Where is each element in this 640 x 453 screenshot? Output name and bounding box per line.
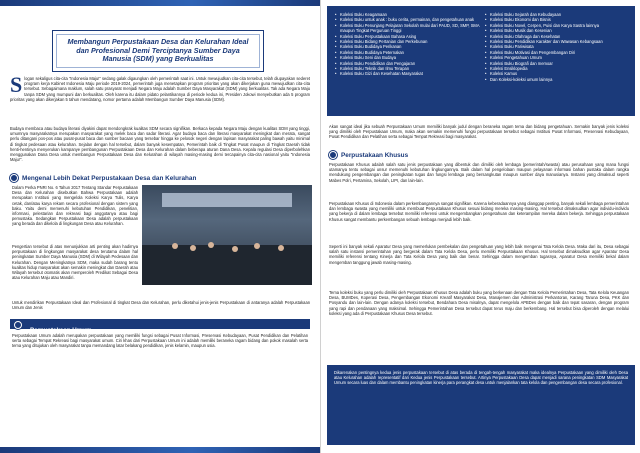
list-item: • Koleksi Buku Perpustakaan Bahasa Asing	[335, 34, 483, 39]
right-page	[320, 0, 640, 453]
section-bar-umum	[10, 319, 310, 334]
bottom-decor-bar	[0, 447, 320, 453]
list-item: • Dan Koleksi-koleksi umum lainnya	[485, 77, 633, 82]
list-item: • Koleksi Buku untuk anak : buku cerita, permainan, dan pengetahuan anak	[335, 17, 483, 22]
closing-text: Dikarenakan pentingnya kedua jenis perpustakaan tersebut di atas berada di tengah-tengah masyarakat maka idealnya Perpustakaan yang dimiliki oleh Desa atau Kelurahan adalah representatif dari Kedua jenis Perpustakaan tersebut. Artinya Perpustakaan Desa dapat menjadi sarana peningkatan SDM Masyarakat Umum secara luas dan dalam membantu peningkatan kinerja para perangkat desa untuk menjalankan tata kelola dan pengembangan desa secara profesional.	[334, 370, 628, 386]
collection-list-left	[335, 12, 483, 77]
list-item: • Koleksi Buku Teknik dan Ilmu Terapan	[335, 66, 483, 71]
section-title-umum: Perpustakaan Umum	[30, 327, 92, 334]
collection-list-box	[327, 6, 635, 116]
list-item: • Koleksi Buku Gizi dan Kesehatan Masyarakat	[335, 71, 483, 76]
list-item: • Koleksi Ensiklopedia	[485, 66, 633, 71]
bullet-icon	[10, 174, 18, 182]
section-head-khusus	[329, 151, 408, 159]
intro-paragraph	[10, 72, 310, 102]
list-item: • Koleksi Buku Pariwisata	[485, 44, 633, 49]
list-item: • Koleksi Kamus	[485, 71, 633, 76]
list-item: • Koleksi Buku Musik dan Kesenian	[485, 28, 633, 33]
intro-text: logan sekaligus cita-cita "Indonesia Maju!" sedang galak digaungkan oleh pemerintah saat ini. Untuk mewujudkan cita-cita tersebut, telah diupayakan sederet program kerja Kabinet Indonesia Maju periode 2019-2024, pemerintah juga menetapkan program prioritas yang akan dikerjakan guna mewujudkan cita-cita tersebut. Sebagaimana maklum, salah satu prasyarat menjadi Negara Maju adalah Sumber Daya Masyarakat (SDM) yang berkualitas. Tak ada Negara Maju tanpa SDM yang mumpuni dan berkualitas. Oleh karena itu dalam pidato pelantikannya di periode kedua ini, Presiden Jokowi menyebutkan ada 5 program prioritas yang akan dikerjakan 5 tahun mendatang, nomor pertama adalah Membangun Sumber Daya Manusia (SDM).	[10, 76, 310, 102]
section-title-khusus: Perpustakaan Khusus	[341, 151, 409, 159]
paragraph-literacy: Budaya membaca atau budaya literasi diyakini dapat mendongkrak kualitas SDM secara signifikan. Berkaca kepada Negara Maju dengan kualitas SDM yang tinggi, umumnya masyarakatnya merupakan masyarakat yang melek baca dan sadar literasi. Agar budaya baca dan literasi masyarakat meningkat dan merata, sangat perlu ditangani pos-pos atau pusat-pusat baca dan sumber bacaan yang tersebar hingga ke pelosok negeri dengan lapisan masyarakat paling bawah yaitu minimal di tingkat pedesaan atau kelurahan. Sejalan dengan hal tersebut, dalam banyak kesempatan, Pemerintah baik di Tingkat Pusat maupun di Tingkat Daerah tidak henti-hentinya menyerukan kampanye pembangunan Perpustakaan Desa dan Kelurahan dalam beberapa aturan Dana Desa. Kepala regulasi Desa diperbolehkan menggunakan Dana Desa untuk membangun Perpustakaan Desa dan Kelurahan di wilayah masing-masing demi tercapainya cita-cita nasional yaitu "Indonesia Maju!".	[10, 126, 310, 163]
section-head-desa	[10, 174, 196, 182]
list-item: • Koleksi Buku Bidang Pertanian dan Perkebunan	[335, 39, 483, 44]
list-item: • Koleksi Buku Pendidikan dan Pengajaran	[335, 61, 483, 66]
title-box	[52, 30, 264, 72]
paragraph-khusus-def: Perpustakaan Khusus adalah salah satu jenis perpustakaan yang dibentuk dan dimiliki oleh lembaga (pemerintah/swasta) atau perusahaan yang mana fungsi utamanya tentu sebagai unsur memenuhi kebutuhan lingkungannya. Baik dalam hal pengelolaan maupun pelayanan informasi bahan pustaka dalam rangka mendukung pengembangan dan peningkatan tugas dan fungsi lembaga yang bersangkutan maupun sumber daya manusianya. Instansi yang dimaksud seperti Mabes Polri, Pertamina, Sekolah, LIPI, dan lain-lain.	[329, 162, 629, 183]
list-item: • Koleksi Buku Olahraga dan Kesehatan	[485, 34, 633, 39]
bullet-icon	[329, 151, 337, 159]
closing-box	[327, 365, 635, 445]
list-item: • Koleksi Buku Penunjang Pelajaran Sekolah mulai dari PAUD, SD, SMP, SMA maupun Tingkat Perguruan Tinggi	[335, 23, 483, 34]
top-decor-bar	[0, 0, 320, 6]
event-photo	[142, 185, 312, 285]
bullet-icon	[14, 321, 22, 329]
list-item: • Koleksi Buku Sejarah dan Kebudayaan	[485, 12, 633, 17]
collection-list-right	[485, 12, 633, 82]
list-item: • Koleksi Buku Budidaya Peternakan	[335, 50, 483, 55]
paragraph-koleksi-desa: Tema koleksi buku yang perlu dimiliki oleh Perpustakaan Khusus Desa adalah buku yang berkenaan dengan Tata Kelola Pemerintahan Desa, Tata Kelola Keuangan Desa, BUMDes, Koperasi Desa, Pengembangan Ekonomi Kreatif Masyarakat Desa, Manajemen dan Administrasi Perkantoran, Karang Taruna Desa, PKK dan Posyandu dan lain-lain. Dengan adanya koleksi tersebut, Bendahara Desa misalnya, dapat mengelola APBDes dengan baik dan tepat sasaran, dengan program yang rapi dan pendanaan yang maksimal. Sehingga Pemerintahan Desa tersebut dapat terus maju dan berkembang. Hal tersebut bisa diperoleh dengan melalui koleksi yang ada di Perpustakaan Khusus Desa tersebut.	[329, 290, 629, 316]
list-item: • Koleksi Buku Motivasi dan Pengembangan Diri	[485, 50, 633, 55]
list-item: • Koleksi Buku Pendidikan Karakter dan Wawasan Kebangsaan	[485, 39, 633, 44]
drop-cap: S	[10, 72, 23, 97]
list-item: • Koleksi Buku Biografi dan memoar	[485, 61, 633, 66]
list-item: • Koleksi Pengetahuan Umum	[485, 55, 633, 60]
list-item: • Koleksi Buku Seni dan Budaya	[335, 55, 483, 60]
list-item: • Koleksi Buku Novel, Cerpen, Puisi dan Karya Sastra lainnya	[485, 23, 633, 28]
article-title: Membangun Perpustakaan Desa dan Kelurahan Ideal dan Profesional Demi Terciptanya Sumber Daya Manusia (SDM) yang Berkualitas	[67, 37, 249, 64]
list-item: • Koleksi Buku Keagamaan	[335, 12, 483, 17]
list-item: • Koleksi Buku Budidaya Perikanan	[335, 44, 483, 49]
section-title-desa: Mengenal Lebih Dekat Perpustakaan Desa dan Kelurahan	[22, 174, 197, 182]
paragraph-definition: Dalam Perka PNRI No. 6 Tahun 2017 Tentang Standar Perpustakaan Desa dan Kelurahan disebutkan Bahwa Perpustakaan adalah merupakan Institusi yang mengelola Koleksi Karya Tulis, Karya cetak, dan/atau karya rekam secara profesional dengan sistem yang baku. Yaitu demi memenuhi kebutuhan Pendidikan, penelitian, informasi, pelestarian dan rekreasi bagi anggotanya atau bagi pemustaka. Sedangkan Perpustakaan Desa adalah perpustakaan yang berada dan dikelola di lingkungan Desa atau Kelurahan.	[12, 185, 138, 227]
paragraph-aparatur: Seperti ini banyak sekali Aparatur Desa yang memerlukan pembekalan dan pengetahuan yang lebih baik mengenai Tata Kelola Desa. Maka dari itu, Desa sebagai salah satu instansi pemerintahan yang bergerak dalam Tata Kelola Desa, perlu memiliki Perpustakaan Khusus. Hal tersebut dimaksudkan agar Aparatur Desa memiliki referensi tentang Kinerja dan Tata Kelola Desa yang baik dan benar. Sehingga dalam mengemban tugasnya, Aparatur Desa memiliki bekal dalam mengemban tanggung jawab masing-masing.	[329, 244, 629, 265]
paragraph-khusus-growth: Perpustakaan Khusus di Indonesia dalam perkembangannya sangat signifikan. Karena keberadaannya yang dianggap penting, banyak sekali lembaga pemerintahan dan lembaga swasta yang memiliki untuk membuat Perpustakaan Khusus sesuai bidang mereka masing-masing. Hal tersebut dimaksudkan agar individu-individu yang bekerja di dalam lembaga tersebut memiliki referensi untuk mengembangkan pengetahuan dan keterampilan mereka dalam bekerja. Sehingga perpustakaan Khusus sangat membantu perkembangan sebuah lembaga menjadi lebih baik.	[329, 201, 629, 222]
list-item: • Koleksi Buku Ekonomi dan Bisnis	[485, 17, 633, 22]
paragraph-importance: Pengertian tersebut di atas menunjukkan arti penting akan hadirnya perpustakaan di lingkungan masyarakat desa terutama dalam hal peningkatan Sumber Daya Manusia (SDM) di Wilayah Pedesaan dan Kelurahan. Dengan Meningkatnya SDM, maka sudah barang tentu kualitas hidup masyarakat akan semakin meningkat dan Daerah atau Wilayah tersebut otomatis akan memperoleh Predikat Sebagai Desa atau Kelurahan Maju atau Mandiri.	[12, 244, 138, 281]
paragraph-ideal: Akan sangat ideal jika sebuah Perpustakaan Umum memiliki banyak judul dengan beraneka ragam tema dan bidang pengetahuan. Semakin banyak jenis koleksi yang dimiliki oleh Perpustakaan Umum, maka akan semakin memenuhi fungsi perpustakaan tersebut sebagai Institusi Pusat Informasi, Preservasi Kebudayaan, Pusat Pendidikan dan Pelatihan serta sebagai Tempat Rekreasi bagi masyarakat.	[329, 124, 629, 140]
paragraph-umum: Perpustakaan Umum adalah merupakan perpustakaan yang memiliki fungsi sebagai Pusat Informasi, Preservasi Kebudayaan, Pusat Pendidikan dan Pelatihan serta sebagai Tempat Rekreasi bagi masyarakat umum. Ciri khas dari Perpustakaan Umum ini adalah memiliki beraneka ragam bidang dan pokok masalah serta tema yang ditujukan oleh masyarakat tanpa memandang latar belakang pendidikan, jenis kelamin, maupun usia.	[12, 333, 308, 349]
paragraph-types-intro: Untuk mendirikan Perpustakaan Ideal dan Profesional di tingkat Desa dan Kelurahan, perlu diketahui jenis-jenis Perpustakaan di antaranya adalah Perpustakaan Umum dan Jenis	[12, 300, 310, 311]
